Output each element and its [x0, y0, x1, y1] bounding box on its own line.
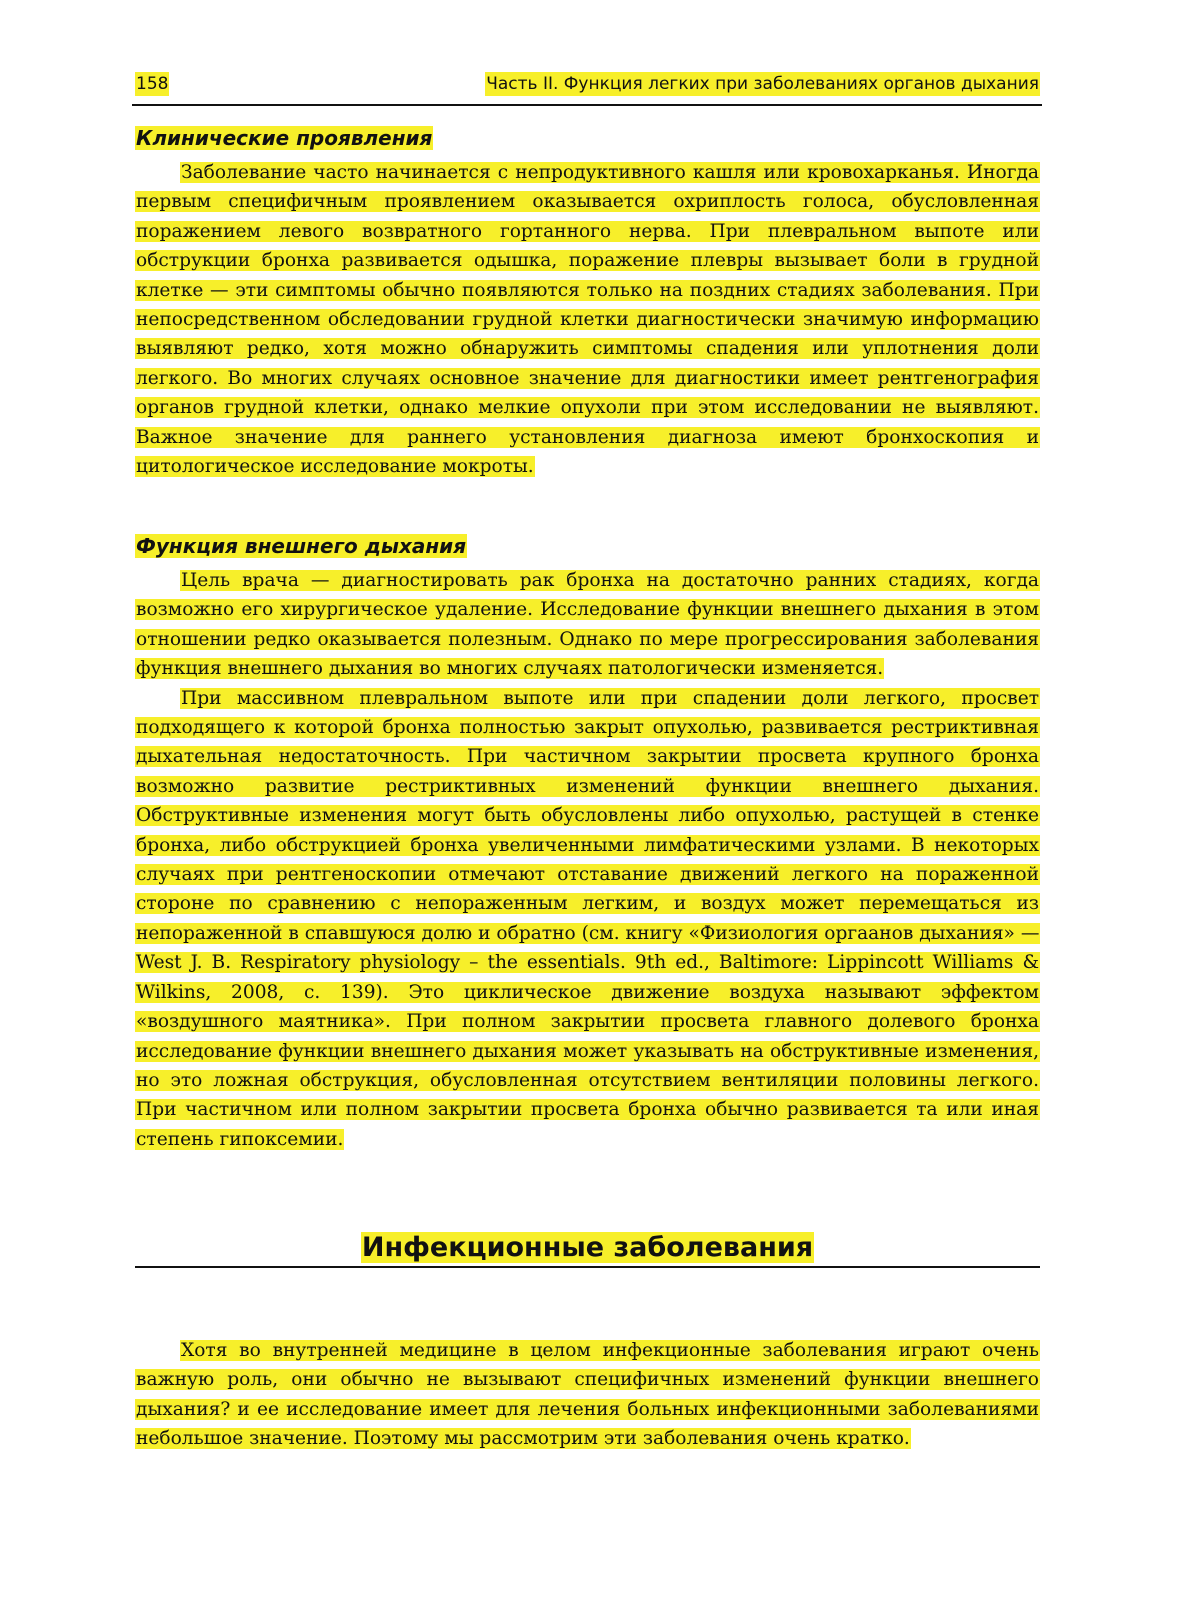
section-heading-respiratory-function [135, 532, 467, 560]
paragraph-text: Цель врача — диагностировать рак бронха на достаточно ранних стадиях, когда возможно его хирургическое удаление. Исследование функции внешнего дыхания в этом отношении редко оказывается полезным. Однако по мере прогрессирования заболевания функция внешнего дыхания во многих случаях патологически изменяется. [136, 570, 1039, 680]
chapter-intro-body [135, 1336, 1040, 1454]
running-head [135, 72, 1040, 102]
paragraph [135, 566, 1040, 684]
paragraph-text: При массивном плевральном выпоте или при спадении доли легкого, просвет подходящего к которой бронха полностью закрыт опухолью, развивается рестриктивная дыхательная недостаточность. При частичном закрытии просвета крупного бронха возможно развитие рестриктивных изменений функции внешнего дыхания. Обструктивные изменения могут быть обусловлены либо опухолью, растущей в стенке бронха, либо обструкцией бронха увеличенными лимфатическими узлами. В некоторых случаях при рентгеноскопии отмечают отставание движений легкого на пораженной стороне по сравнению с непораженным легким, и воздух может перемещаться из непораженной в спавшуюся долю и обратно (см. книгу «Физиология оргаанов дыхания» — West J. B. Respiratory physiology – the essentials. 9th ed., Baltimore: Lippincott Williams & Wilkins, 2008, с. 139). Это циклическое движение воздуха называют эффектом «воздушного маятника». При полном закрытии просвета главного долевого бронха исследование функции внешнего дыхания может указывать на обструктивные изменения, но это ложная обструкция, обусловленная отсутствием вентиляции половины легкого. При частичном или полном закрытии просвета бронха обычно развивается та или иная степень гипоксемии. [136, 687, 1040, 1150]
section-heading-text: Клинические проявления [136, 126, 433, 150]
chapter-title [135, 1230, 1040, 1266]
section-heading-text: Функция внешнего дыхания [136, 534, 467, 558]
header-rule [132, 104, 1042, 106]
section-body-respiratory-function [135, 566, 1040, 1154]
page-number: 158 [136, 74, 169, 94]
paragraph [135, 1336, 1040, 1454]
chapter-title-text: Инфекционные заболевания [361, 1232, 814, 1263]
chapter-title-rule [135, 1266, 1040, 1268]
paragraph-text: Заболевание часто начинается с непродуктивного кашля или кровохарканья. Иногда первым специфичным проявлением оказывается охриплость голоса, обусловленная поражением левого возвратного гортанного нерва. При плевральном выпоте или обструкции бронха развивается одышка, поражение плевры вызывает боли в грудной клетке — эти симптомы обычно появляются только на поздних стадиях заболевания. При непосредственном обследовании грудной клетки диагностически значимую информацию выявляют редко, хотя можно обнаружить симптомы спадения или уплотнения доли легкого. Во многих случаях основное значение для диагностики имеет рентгенография органов грудной клетки, однако мелкие опухоли при этом исследовании не выявляют. Важное значение для раннего установления диагноза имеют бронхоскопия и цитологическое исследование мокроты. [136, 162, 1039, 478]
paragraph-text: Хотя во внутренней медицине в целом инфекционные заболевания играют очень важную роль, они обычно не вызывают специфичных изменений функции внешнего дыхания? и ее исследование имеет для лечения больных инфекционными заболеваниями небольшое значение. Поэтому мы рассмотрим эти заболевания очень кратко. [136, 1340, 1039, 1450]
section-heading-clinical [135, 124, 433, 152]
paragraph [135, 684, 1040, 1155]
running-head-title: Часть II. Функция легких при заболеваниях органов дыхания [486, 74, 1039, 94]
section-body-clinical [135, 158, 1040, 481]
paragraph [135, 158, 1040, 481]
